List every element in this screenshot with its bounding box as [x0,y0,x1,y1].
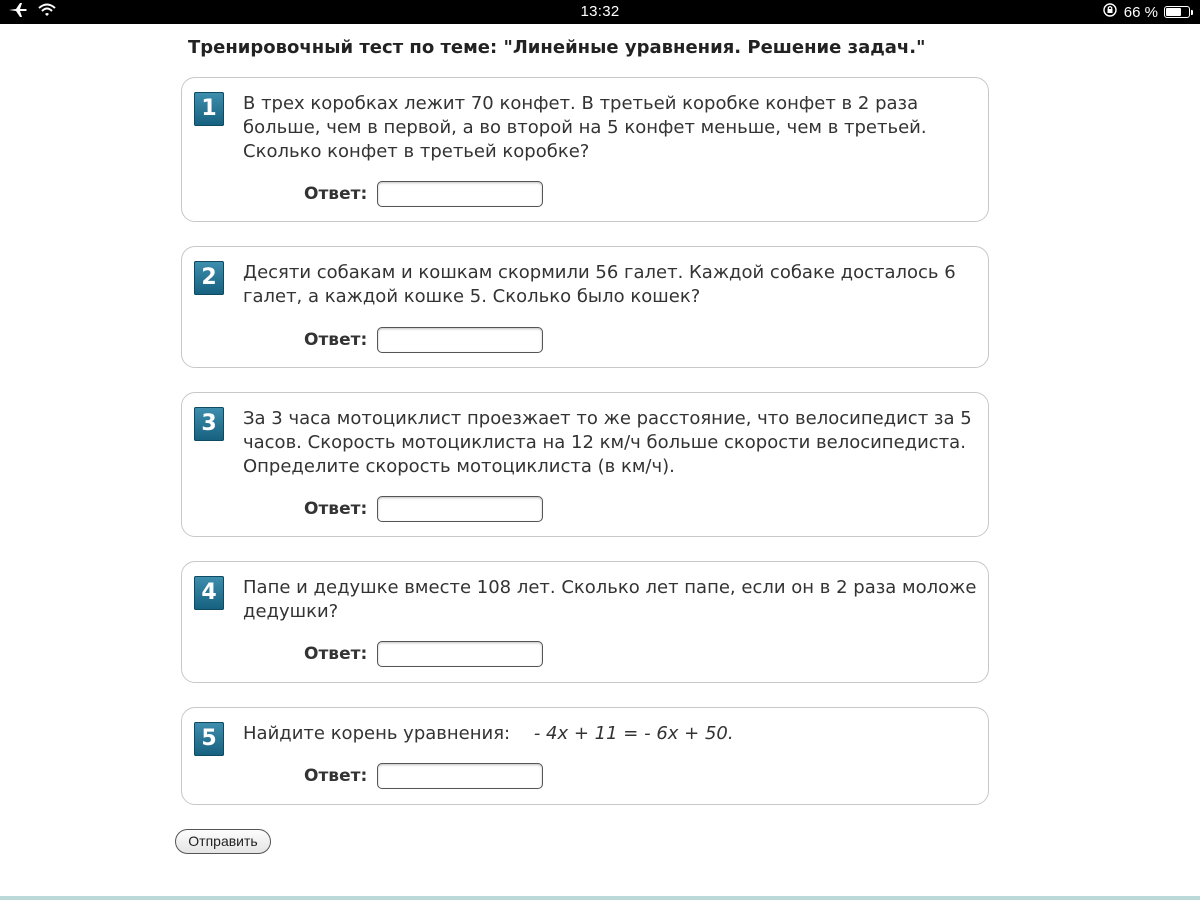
battery-percent: 66 % [1123,3,1158,21]
question-card-2 [181,246,989,368]
question-number-badge: 1 [194,92,224,126]
answer-label: Ответ: [304,644,368,664]
question-text: Десяти собакам и кошкам скормили 56 галет. Каждой собаке досталось 6 галет, а каждой кошке 5. Сколько было кошек? [243,262,956,307]
bottom-divider [0,896,1200,900]
question-number-badge: 4 [194,576,224,610]
answer-label: Ответ: [304,766,368,786]
answer-row [304,763,543,789]
status-right [1102,2,1190,22]
answer-label: Ответ: [304,184,368,204]
question-text: Папе и дедушке вместе 108 лет. Сколько лет папе, если он в 2 раза моложе дедушки? [243,577,977,622]
battery-icon [1164,6,1190,18]
answer-input-4[interactable] [377,641,543,667]
question-number-badge: 3 [194,407,224,441]
question-text: Найдите корень уравнения: [243,723,511,744]
question-text-row [243,722,978,746]
answer-input-3[interactable] [377,496,543,522]
question-number-badge: 2 [194,261,224,295]
submit-button[interactable]: Отправить [175,829,271,854]
question-card-4 [181,561,989,683]
answer-input-1[interactable] [377,181,543,207]
answer-input-2[interactable] [377,327,543,353]
question-card-3 [181,392,989,537]
answer-row [304,181,543,207]
answer-label: Ответ: [304,330,368,350]
battery-cap [1191,10,1193,15]
question-card-1 [181,77,989,222]
question-number-badge: 5 [194,722,224,756]
answer-row [304,496,543,522]
page-title: Тренировочный тест по теме: "Линейные уравнения. Решение задач." [188,37,926,58]
question-text: За 3 часа мотоциклист проезжает то же расстояние, что велосипедист за 5 часов. Скорость мотоциклиста на 12 км/ч больше скорости велосипедиста. Определите скорость мотоциклиста (в км/ч). [243,408,972,477]
question-text: В трех коробках лежит 70 конфет. В третьей коробке конфет в 2 раза больше, чем в первой, а во второй на 5 конфет меньше, чем в третьей. Сколько конфет в третьей коробке? [243,93,927,162]
answer-label: Ответ: [304,499,368,519]
battery-level [1166,8,1181,16]
question-card-5 [181,707,989,805]
orientation-lock-icon [1102,2,1118,22]
answer-input-5[interactable] [377,763,543,789]
equation: - 4x + 11 = - 6x + 50. [533,723,734,744]
answer-row [304,327,543,353]
clock: 13:32 [580,3,620,20]
answer-row [304,641,543,667]
status-bar [0,0,1200,24]
